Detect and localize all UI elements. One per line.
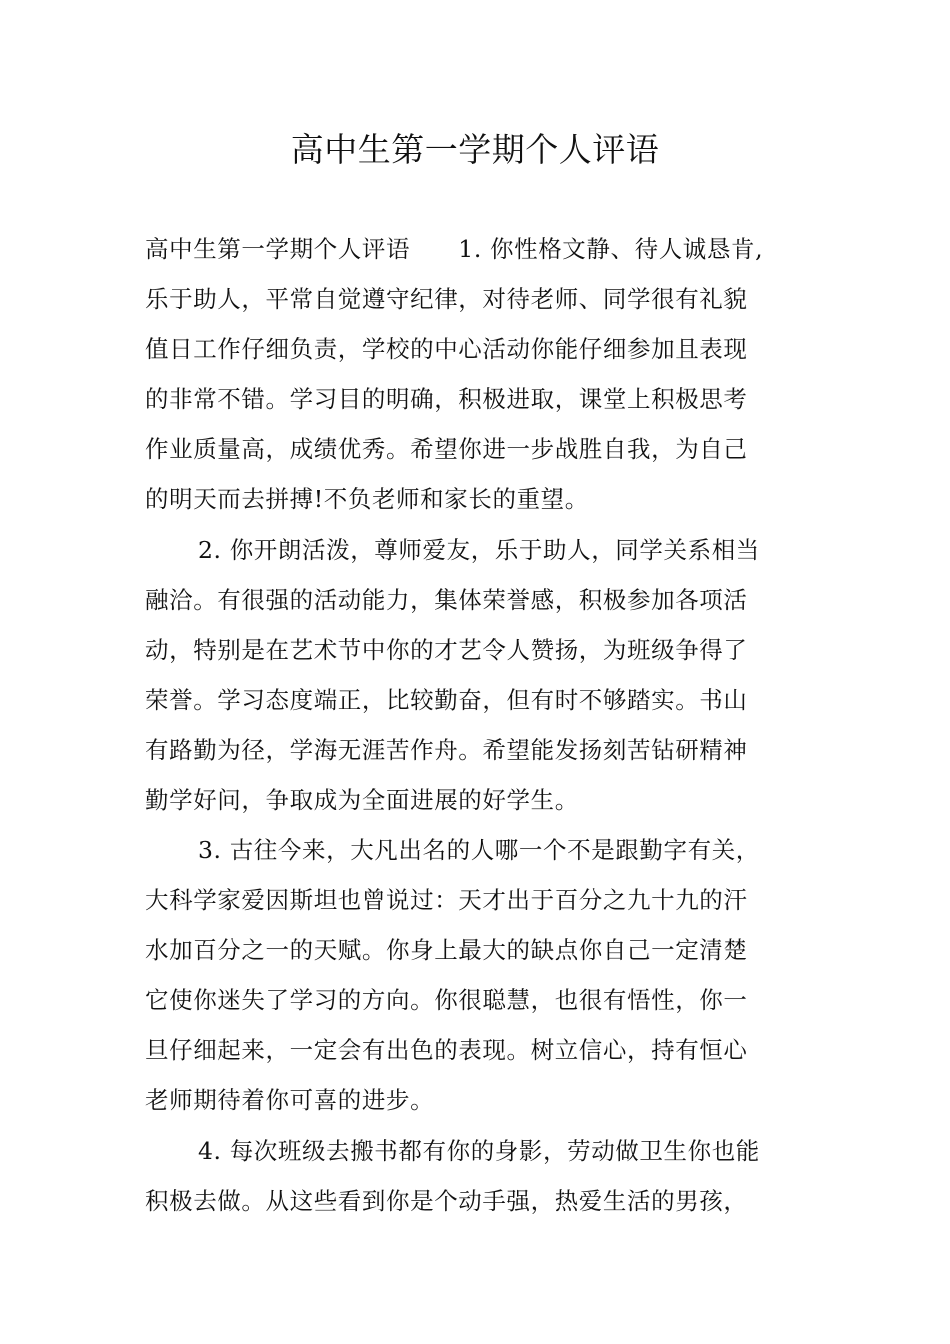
paragraph-line: 2. 你开朗活泼，尊师爱友，乐于助人，同学关系相当	[198, 536, 760, 564]
paragraph-line: 融洽。有很强的活动能力，集体荣誉感，积极参加各项活	[145, 586, 748, 614]
paragraph-line: 高中生第一学期个人评语 1. 你性格文静、待人诚恳肯,	[145, 235, 764, 263]
document-title: 高中生第一学期个人评语	[290, 130, 660, 169]
paragraph-line: 老师期待着你可喜的进步。	[145, 1086, 435, 1114]
paragraph-line: 作业质量高，成绩优秀。希望你进一步战胜自我，为自己	[145, 435, 748, 463]
paragraph-line: 旦仔细起来，一定会有出色的表现。树立信心，持有恒心	[145, 1036, 748, 1064]
paragraph-line: 乐于助人，平常自觉遵守纪律，对待老师、同学很有礼貌	[145, 285, 748, 313]
paragraph-line: 大科学家爱因斯坦也曾说过：天才出于百分之九十九的汗	[145, 886, 748, 914]
paragraph-line: 3. 古往今来，大凡出名的人哪一个不是跟勤字有关，	[198, 836, 760, 864]
paragraph-line: 值日工作仔细负责，学校的中心活动你能仔细参加且表现	[145, 335, 748, 363]
paragraph-line: 勤学好问，争取成为全面进展的好学生。	[145, 786, 579, 814]
paragraph-line: 水加百分之一的天赋。你身上最大的缺点你自己一定清楚	[145, 936, 748, 964]
paragraph-line: 它使你迷失了学习的方向。你很聪慧，也很有悟性，你一	[145, 986, 748, 1014]
paragraph-line: 积极去做。从这些看到你是个动手强，热爱生活的男孩，	[145, 1187, 748, 1215]
paragraph-line: 4. 每次班级去搬书都有你的身影，劳动做卫生你也能	[198, 1137, 760, 1165]
paragraph-line: 动，特别是在艺术节中你的才艺令人赞扬，为班级争得了	[145, 636, 748, 664]
paragraph-line: 荣誉。学习态度端正，比较勤奋，但有时不够踏实。书山	[145, 686, 748, 714]
paragraph-line: 有路勤为径，学海无涯苦作舟。希望能发扬刻苦钻研精神	[145, 736, 748, 764]
paragraph-line: 的非常不错。学习目的明确，积极进取，课堂上积极思考	[145, 385, 748, 413]
paragraph-line: 的明天而去拼搏!不负老师和家长的重望。	[145, 485, 589, 513]
